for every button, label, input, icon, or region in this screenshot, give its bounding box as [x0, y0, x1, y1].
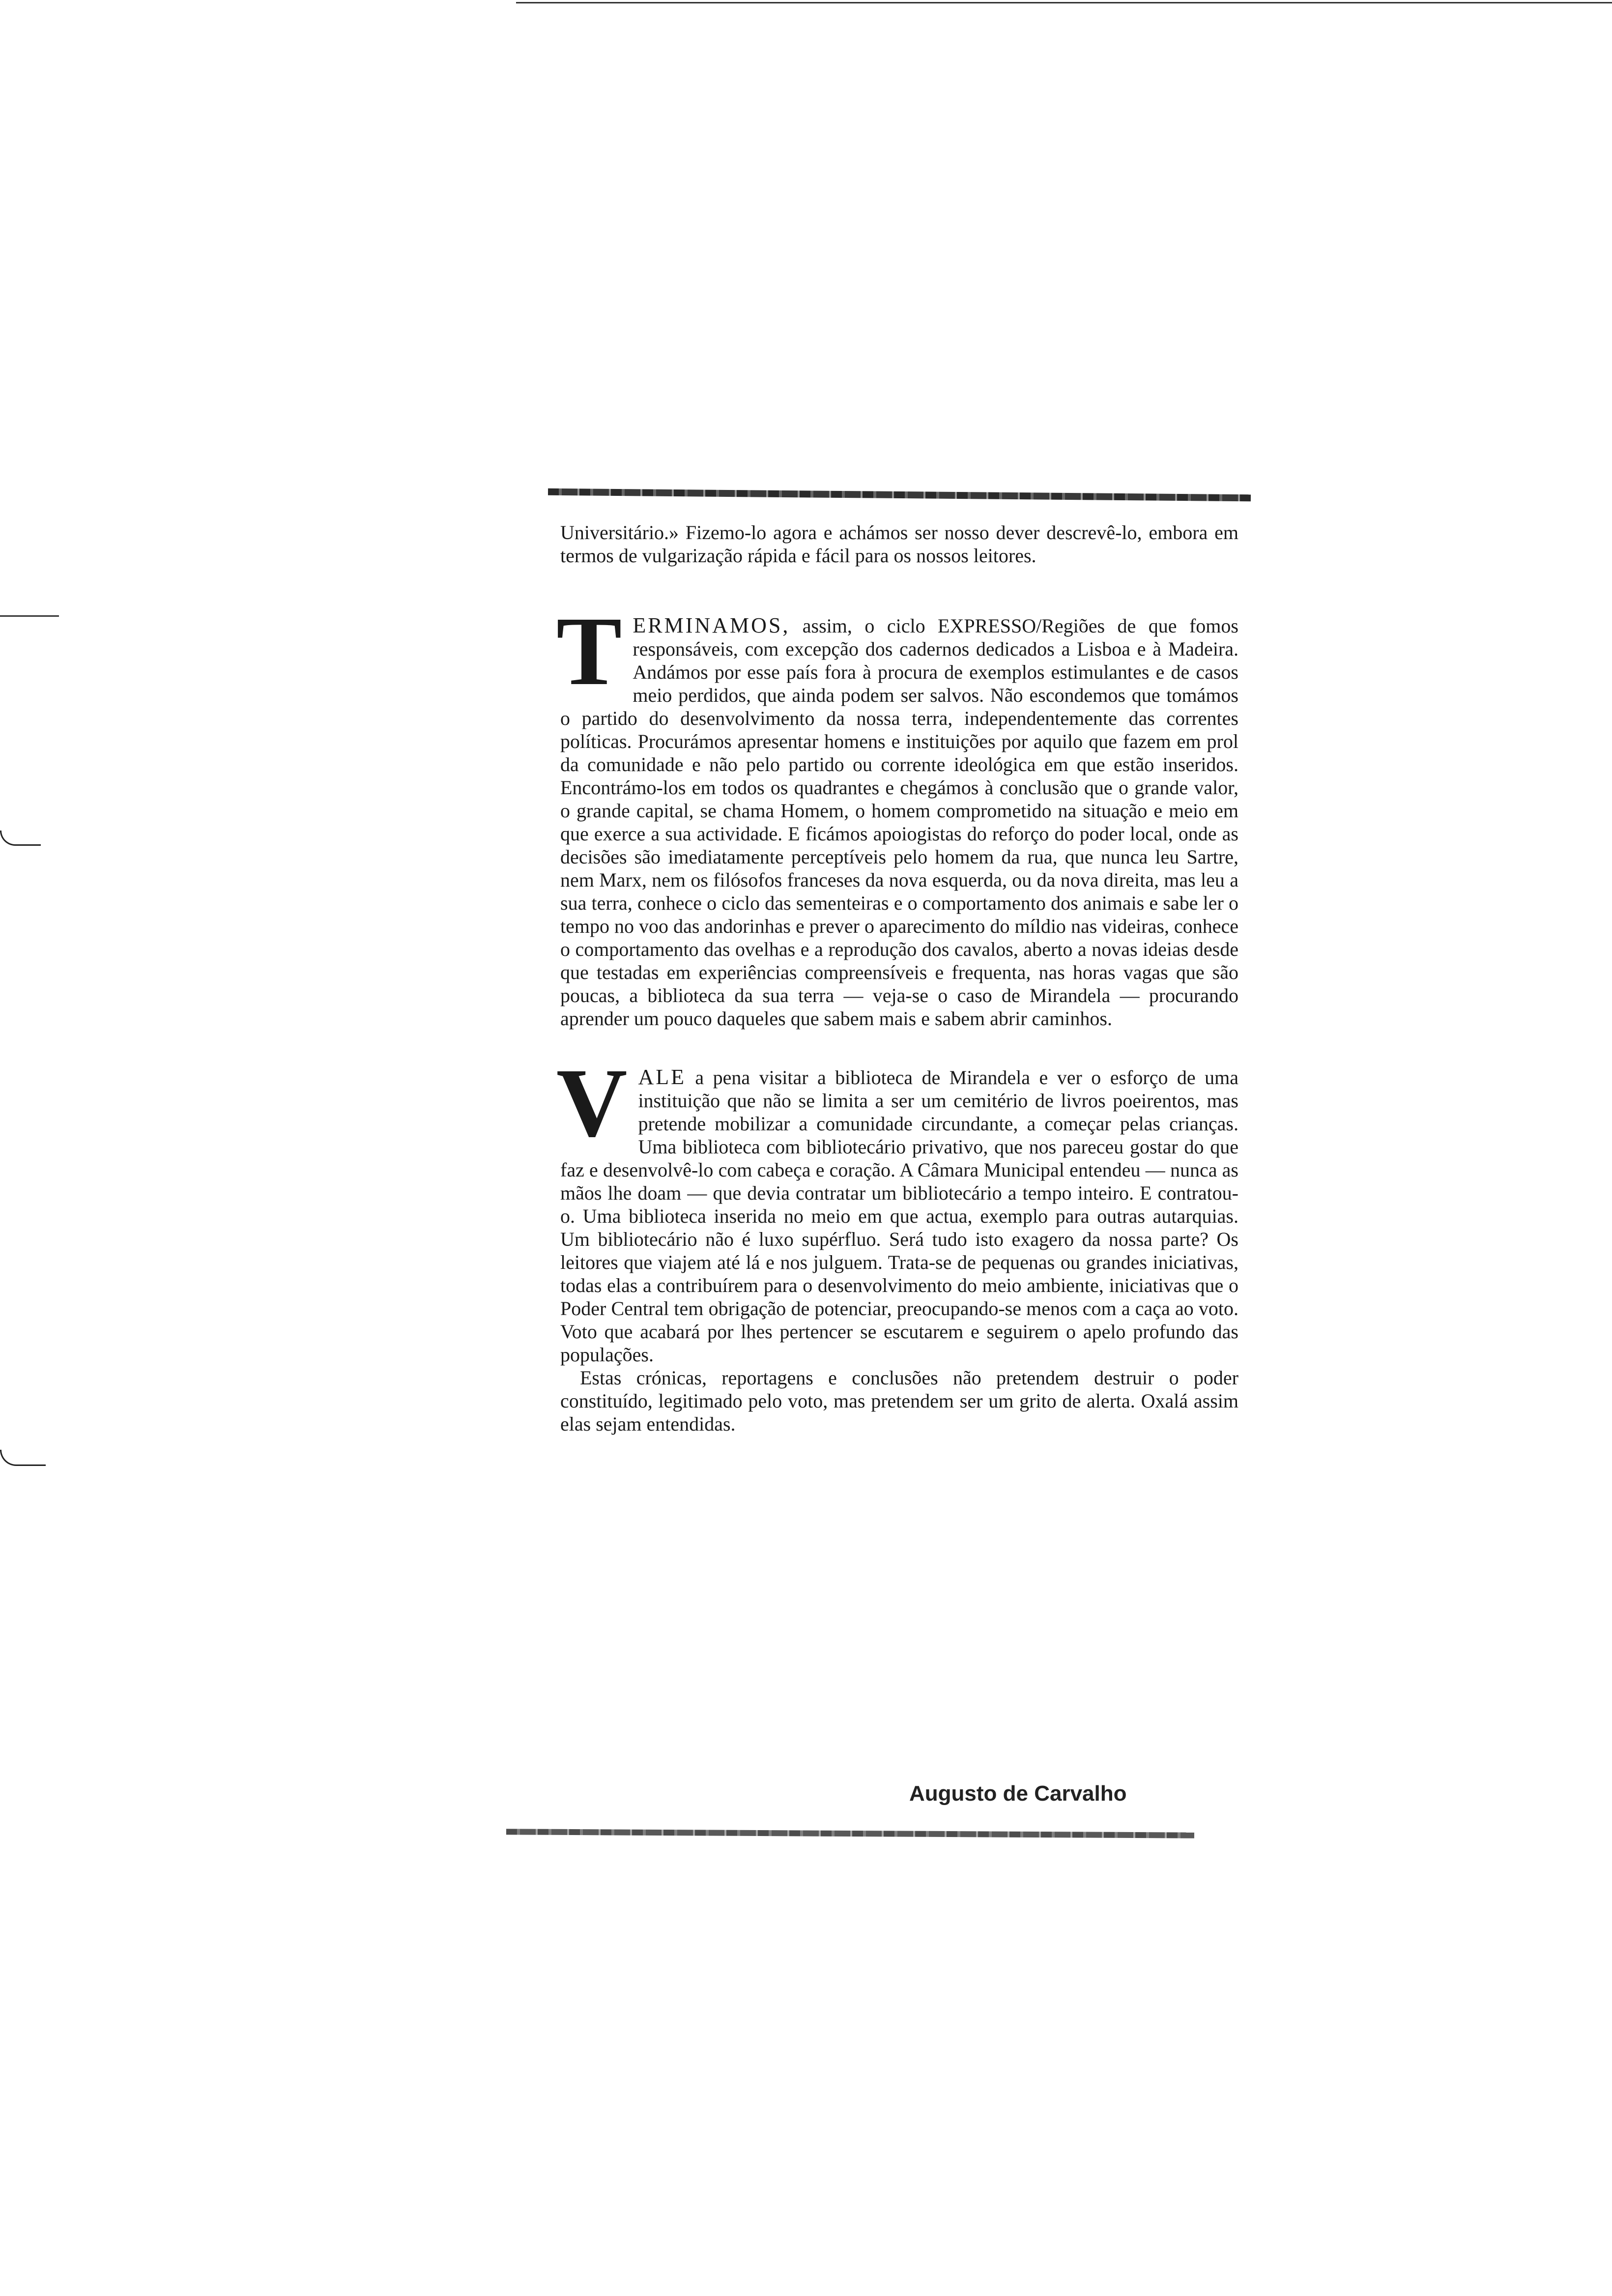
scan-edge-line: [516, 2, 1612, 3]
section-body: assim, o ciclo EXPRESSO/Regiões de que fomos responsáveis, com excepção dos cadernos dedicados a Lisboa e à Madeira. Andámos por esse país fora à procura de exemplos estimulantes e de casos meio perdidos, que ainda podem ser salvos. Não escondemos que tomámos o partido do desenvolvimento da nossa terra, independentemente das correntes políticas. Procurámos apresentar homens e instituições por aquilo que fazem em prol da comunidade e não pelo partido ou corrente ideológica em que estão inseridos. Encontrámo-los em todos os quadrantes e chegámos à conclusão que o grande valor, o grande capital, se chama Homem, o homem comprometido na situação e meio em que exerce a sua actividade. E ficámos apoiogistas do reforço do poder local, onde as decisões são imediatamente perceptíveis pelo homem da rua, que nunca leu Sartre, nem Marx, nem os filósofos franceses da nova esquerda, ou da nova direita, mas leu a sua terra, conhece o ciclo das sementeiras e o comportamento dos animais e sabe ler o tempo no voo das andorinhas e prever o aparecimento do míldio nas videiras, conhece o comportamento das ovelhas e a reprodução dos cavalos, aberto a novas ideias desde que testadas em experiências compreensíveis e frequenta, nas horas vagas que são poucas, a biblioteca da sua terra — veja-se o caso de Mirandela — procurando aprender um pouco daqueles que sabem mais e sabem abrir caminhos.: [560, 615, 1238, 1030]
margin-dash-mark: [0, 615, 59, 617]
drop-cap: V: [556, 1049, 628, 1157]
clipping-bottom-border: [506, 1829, 1194, 1838]
drop-cap: T: [556, 597, 622, 706]
section-vale: [556, 1049, 1238, 1435]
section-paragraph: [556, 597, 1238, 1030]
section-paragraph: [556, 1049, 1238, 1366]
intro-paragraph: Universitário.» Fizemo-lo agora e achámos ser nosso dever descrevê-lo, embora em termos de vulgarização rápida e fácil para os nossos leitores.: [560, 521, 1238, 567]
closing-paragraph: Estas crónicas, reportagens e conclusões não pretendem destruir o poder constituído, legitimado pelo voto, mas pretendem ser um grito de alerta. Oxalá assim elas sejam entendidas.: [560, 1367, 1238, 1435]
binder-hole-mark: [0, 1450, 46, 1466]
section-body: a pena visitar a biblioteca de Mirandela e ver o esforço de uma instituição que não se limita a ser um cemitério de livros poeirentos, mas pretende mobilizar a comunidade circundante, a começar pelas crianças. Uma biblioteca com bibliotecário privativo, que nos pareceu gostar do que faz e desenvolvê-lo com cabeça e coração. A Câmara Municipal entendeu — nunca as mãos lhe doam — que devia contratar um bibliotecário a tempo inteiro. E contratou-o. Uma biblioteca inserida no meio em que actua, exemplo para outras autarquias. Um bibliotecário não é luxo supérfluo. Será tudo isto exagero da nossa parte? Os leitores que viajem até lá e nos julguem. Trata-se de pequenas ou grandes iniciativas, todas elas a contribuírem para o desenvolvimento do meio ambiente, iniciativas que o Poder Central tem obrigação de potenciar, preocupando-se menos com a caça ao voto. Voto que acabará por lhes pertencer se escutarem e seguirem o apelo profundo das populações.: [560, 1066, 1238, 1366]
clipping-top-border: [548, 488, 1251, 501]
section-terminamos: [556, 597, 1238, 1030]
lead-word: ERMINAMOS,: [633, 613, 790, 637]
lead-word: ALE: [638, 1065, 686, 1089]
binder-hole-mark: [0, 831, 41, 846]
author-byline: Augusto de Carvalho: [909, 1781, 1127, 1806]
newspaper-clipping: [556, 521, 1238, 1471]
